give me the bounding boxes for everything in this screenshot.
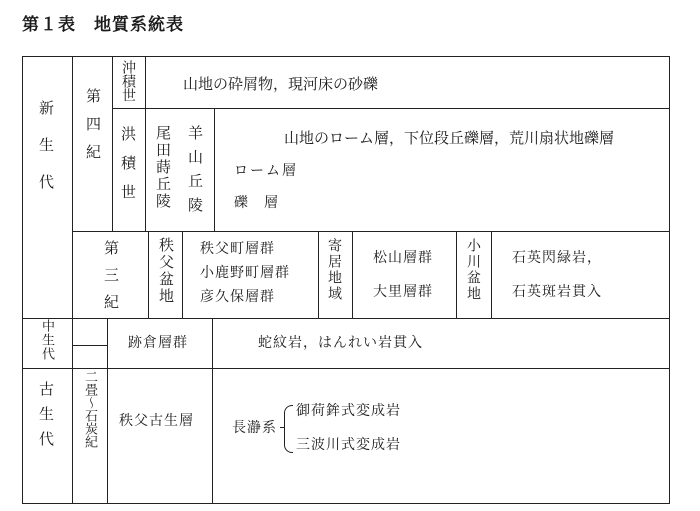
period-permian-carboniferous: 二畳〜石炭紀 bbox=[82, 370, 97, 448]
loam-layer: ローム層 bbox=[234, 163, 298, 179]
gravel-layer: 礫 層 bbox=[234, 195, 279, 211]
era-paleozoic: 古生代 bbox=[37, 381, 55, 456]
hills-column-border bbox=[214, 108, 215, 231]
yorii-area: 寄居地域 bbox=[326, 238, 342, 302]
frame-left bbox=[22, 56, 23, 504]
ogawa-basin: 小川盆地 bbox=[465, 238, 481, 302]
yorii-groups-border bbox=[456, 231, 457, 318]
intrusion-quartz-porphyry: 石英斑岩貫入 bbox=[512, 284, 602, 300]
yorii-area-border bbox=[352, 231, 353, 318]
yorii-group-matsuyama: 松山層群 bbox=[373, 250, 433, 266]
epoch-column-border bbox=[145, 56, 146, 231]
frame-right bbox=[669, 56, 670, 504]
era-mesozoic: 中生代 bbox=[39, 319, 54, 361]
alluvium-description: 山地の砕屑物，現河床の砂礫 bbox=[183, 75, 379, 93]
yorii-group-osato: 大里層群 bbox=[373, 284, 433, 300]
hills-hitsujiyama: 羊山丘陵 bbox=[186, 125, 204, 221]
divider-alluvium-diluvium bbox=[112, 108, 670, 109]
formation-column-border bbox=[212, 318, 213, 504]
tertiary-period-border bbox=[148, 231, 149, 318]
frame-top bbox=[22, 56, 670, 57]
era-column-border bbox=[72, 56, 73, 504]
chichibu-group-1: 秩父町層群 bbox=[200, 241, 275, 257]
hills-odamaki: 尾田蒔丘陵 bbox=[154, 125, 172, 210]
diluvium-description: 山地のローム層，下位段丘礫層，荒川扇状地礫層 bbox=[284, 129, 615, 147]
chichibu-groups-border bbox=[318, 231, 319, 318]
table-title: 第１表 地質系統表 bbox=[22, 15, 184, 35]
divider-mesozoic-paleozoic bbox=[22, 368, 670, 369]
period-quaternary: 第四紀 bbox=[84, 88, 102, 172]
chichibu-group-3: 彦久保層群 bbox=[200, 289, 275, 305]
mikabu-metamorphic: 御荷鉾式変成岩 bbox=[296, 403, 401, 419]
mesozoic-inner-divider bbox=[72, 345, 108, 346]
nagatoro-system: 長瀞系 bbox=[232, 420, 277, 436]
mesozoic-intrusion: 蛇紋岩，はんれい岩貫入 bbox=[258, 335, 423, 351]
atokura-group: 跡倉層群 bbox=[128, 335, 188, 351]
period-tertiary: 第三紀 bbox=[102, 240, 120, 321]
frame-bottom bbox=[22, 503, 670, 504]
sambagawa-metamorphic: 三波川式変成岩 bbox=[296, 437, 401, 453]
epoch-alluvium: 沖積世 bbox=[120, 60, 136, 102]
grouping-brace bbox=[284, 405, 293, 453]
divider-quaternary-tertiary bbox=[72, 231, 670, 232]
chichibu-basin: 秩父盆地 bbox=[157, 237, 175, 305]
chichibu-paleozoic-formation: 秩父古生層 bbox=[119, 413, 194, 429]
grouping-brace-tip bbox=[280, 427, 285, 428]
chichibu-group-2: 小鹿野町層群 bbox=[200, 265, 290, 281]
epoch-diluvium: 洪積世 bbox=[119, 126, 137, 213]
intrusion-quartz-diorite: 石英閃緑岩， bbox=[512, 250, 602, 266]
era-cenozoic: 新生代 bbox=[37, 100, 55, 211]
quaternary-period-border bbox=[112, 56, 113, 231]
ogawa-basin-border bbox=[491, 231, 492, 318]
chichibu-basin-border bbox=[182, 231, 183, 318]
